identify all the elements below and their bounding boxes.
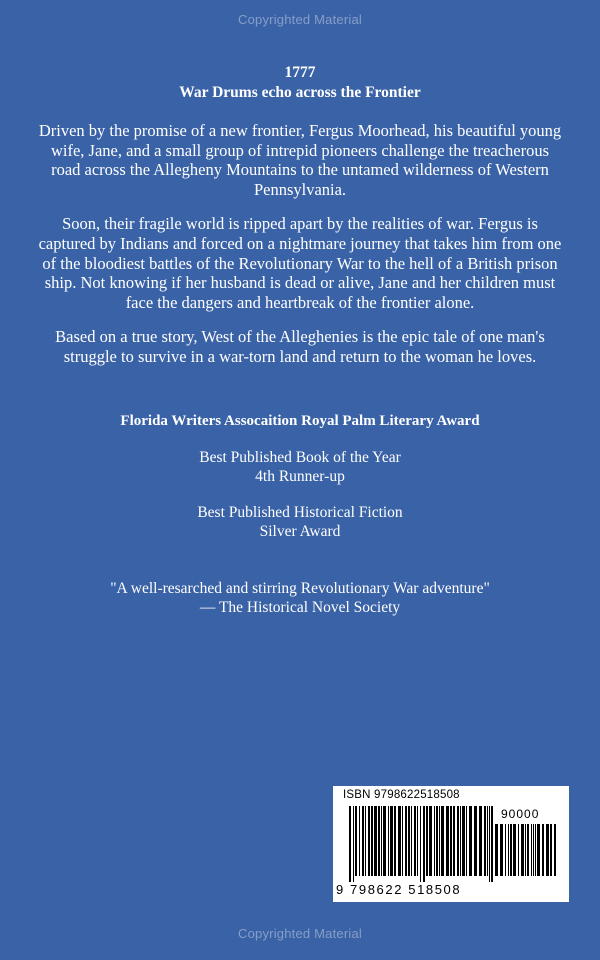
- award-name: Best Published Book of the Year: [199, 448, 401, 466]
- barcode-bar: [368, 806, 370, 876]
- barcode-bar: [457, 806, 459, 876]
- barcode-bar: [525, 824, 526, 876]
- award-rank: Silver Award: [259, 522, 341, 540]
- barcode-bars: [349, 806, 493, 882]
- barcode-bar: [460, 806, 461, 876]
- blurb-paragraph: Driven by the promise of a new frontier, Fergus Moorhead, his beautiful young wife, Jane, and a small group of intrepid pioneers challenge the treacherous road across the Allegheny Mountains to the untamed wilderness of Western Pennsylvania.: [38, 121, 562, 199]
- barcode-bar: [383, 806, 386, 876]
- barcode-bar: [355, 806, 357, 876]
- barcode-bar: [550, 824, 552, 876]
- award-name: Best Published Historical Fiction: [197, 503, 403, 521]
- barcode-bar: [371, 806, 373, 876]
- award-entry: [36, 448, 564, 486]
- barcode-bar: [491, 806, 493, 882]
- barcode-bar: [489, 806, 490, 882]
- review-quote: [36, 579, 564, 617]
- barcode-bar: [405, 806, 407, 876]
- barcode-bar: [453, 806, 455, 876]
- barcode-bar: [394, 806, 396, 876]
- award-rank: 4th Runner-up: [255, 467, 345, 485]
- barcode-bar: [353, 806, 354, 882]
- barcode-bar: [546, 824, 549, 876]
- review-text: "A well-resarched and stirring Revolutionary War adventure": [110, 579, 490, 597]
- barcode-bar: [505, 824, 506, 876]
- barcode-bar: [365, 806, 366, 876]
- barcode-bar: [439, 806, 440, 876]
- barcode-bar: [535, 824, 536, 876]
- barcode-digits: 9 798622 518508: [336, 882, 462, 897]
- barcode-bar: [426, 806, 428, 876]
- barcode-bar: [398, 806, 401, 876]
- barcode-bar: [521, 824, 524, 876]
- barcode-bar: [381, 806, 382, 876]
- barcode-bar: [362, 806, 364, 876]
- barcode-bar: [436, 806, 438, 876]
- tagline-heading: War Drums echo across the Frontier: [179, 84, 421, 101]
- copyright-watermark-top: Copyrighted Material: [238, 12, 362, 27]
- barcode-bar: [434, 806, 435, 876]
- barcode-bar: [500, 824, 503, 876]
- barcode-bar: [510, 824, 512, 876]
- barcode-bar: [474, 806, 477, 876]
- barcode-bar: [542, 824, 544, 876]
- book-blurb: [36, 121, 564, 367]
- barcode-bar: [533, 824, 534, 876]
- copyright-watermark-bottom: Copyrighted Material: [238, 926, 362, 941]
- barcode-bar: [479, 806, 482, 876]
- barcode-bar: [429, 806, 432, 876]
- barcode-bar: [414, 806, 416, 876]
- isbn-barcode: [333, 786, 569, 902]
- barcode-bar: [388, 806, 389, 876]
- barcode-bar: [469, 806, 472, 876]
- barcode-bar: [537, 824, 540, 876]
- barcode-bar: [527, 824, 529, 876]
- barcode-bar: [402, 806, 403, 876]
- barcode-bar: [390, 806, 393, 876]
- barcode-bar: [446, 806, 449, 876]
- barcode-bar: [513, 824, 516, 876]
- award-entry: [36, 503, 564, 541]
- barcode-bar: [378, 806, 380, 876]
- review-source: — The Historical Novel Society: [199, 598, 401, 616]
- blurb-paragraph: Soon, their fragile world is ripped apart by the realities of war. Fergus is captured by Indians and forced on a nightmare journey that takes him from one of the bloodiest battles of the Revolutionary War to the hell of a British prison ship. Not knowing if her husband is dead or alive, Jane and her children must face the dangers and heartbreak of the frontier alone.: [38, 214, 562, 312]
- barcode-bar: [417, 806, 418, 876]
- barcode-bar: [508, 824, 509, 876]
- barcode-bar: [495, 824, 498, 876]
- barcode-bar: [450, 806, 452, 876]
- barcode-bar: [518, 824, 519, 876]
- barcode-bar: [554, 824, 556, 876]
- blurb-paragraph: Based on a true story, West of the Alleghenies is the epic tale of one man's struggle to survive in a war-torn land and return to the woman he loves.: [55, 327, 545, 366]
- barcode-bar: [531, 824, 532, 876]
- award-title: Florida Writers Assocaition Royal Palm Literary Award: [120, 412, 480, 429]
- barcode-bar: [359, 806, 360, 876]
- back-cover-text: [36, 63, 564, 617]
- price-code: 90000: [501, 807, 540, 821]
- isbn-label: ISBN 9798622518508: [343, 789, 460, 801]
- year-heading: 1777: [284, 64, 316, 81]
- barcode-bar: [487, 806, 488, 876]
- barcode-bar: [349, 806, 351, 882]
- barcode-bar: [484, 806, 486, 876]
- barcode-bar: [423, 806, 425, 882]
- barcode-bar: [408, 806, 410, 876]
- barcode-bar: [374, 806, 377, 876]
- barcode-bar: [411, 806, 412, 876]
- barcode-bar: [462, 806, 465, 876]
- barcode-bar: [441, 806, 444, 876]
- barcode-bar: [420, 806, 421, 882]
- barcode-bar: [466, 806, 467, 876]
- price-barcode-bars: [495, 824, 559, 882]
